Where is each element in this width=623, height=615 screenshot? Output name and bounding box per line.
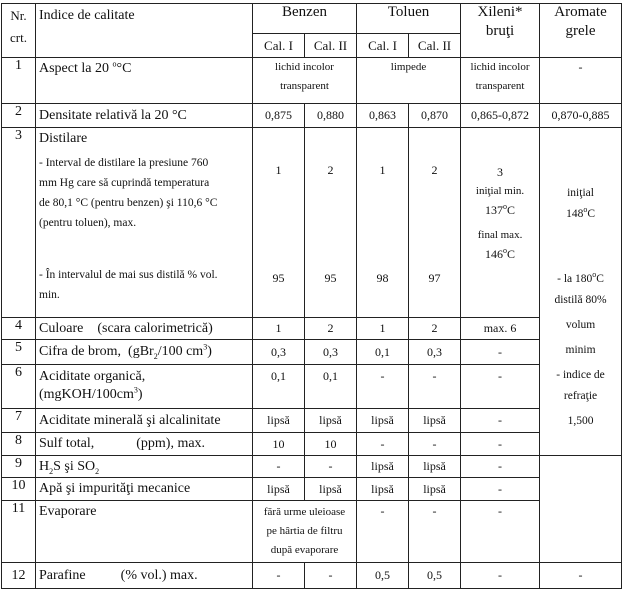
row-nr: 11	[2, 501, 36, 563]
row-label: Sulf total, (ppm), max.	[36, 433, 253, 456]
benzen-cal2-value: 2	[305, 318, 357, 340]
benzen-cal2-distil: 2 95	[305, 128, 357, 318]
toluen-cal2-value: -	[409, 433, 461, 456]
xileni-value: max. 6	[461, 318, 540, 340]
row-nr: 9	[2, 456, 36, 478]
toluen-cal2-value: 0,3	[409, 340, 461, 365]
toluen-cal2-value: lipsă	[409, 409, 461, 433]
row-label-distilare: Distilare - Interval de distilare la presiune 760 mm Hg care să cuprindă temperatura de 80,1 °C (pentru benzen) şi 110,6 °C (pentru toluen), max. - În intervalul de mai sus distilă % vol. min.	[36, 128, 253, 318]
table-row-2	[2, 104, 622, 128]
row-nr: 7	[2, 409, 36, 433]
toluen-cal2-value: 0,5	[409, 563, 461, 589]
quality-spec-table	[1, 3, 622, 589]
table-row-4	[2, 318, 622, 340]
toluen-cal2-value: -	[409, 365, 461, 409]
row-nr: 4	[2, 318, 36, 340]
row-nr: 6	[2, 365, 36, 409]
xileni-value: -	[461, 478, 540, 501]
row-label: Aciditate minerală şi alcalinitate	[36, 409, 253, 433]
benzen-cal1-value: 10	[253, 433, 305, 456]
benzen-cal2-value: 0,3	[305, 340, 357, 365]
benzen-cal1-value: lipsă	[253, 409, 305, 433]
aromate-aspect: -	[540, 58, 622, 104]
xileni-value: -	[461, 365, 540, 409]
toluen-cal1-value: lipsă	[357, 478, 409, 501]
benzen-aspect: lichid incolor transparent	[253, 58, 357, 104]
header-toluen: Toluen	[357, 4, 461, 34]
toluen-cal1-value: 0,1	[357, 340, 409, 365]
toluen-cal2-value: lipsă	[409, 478, 461, 501]
row-nr: 2	[2, 104, 36, 128]
toluen-cal2-value: 2	[409, 318, 461, 340]
benzen-cal2-value: lipsă	[305, 478, 357, 501]
benzen-cal2-value: -	[305, 563, 357, 589]
benzen-cal1-distil: 1 95	[253, 128, 305, 318]
table-row-8	[2, 433, 622, 456]
header-crt: crt.	[10, 30, 27, 45]
benzen-cal2-value: lipsă	[305, 409, 357, 433]
row-label: $H_2S$ şi $SO_2$	[36, 456, 253, 478]
row-label: Densitate relativă la 20 °C	[36, 104, 253, 128]
row-nr: 5	[2, 340, 36, 365]
header-toluen-cal1: Cal. I	[357, 34, 409, 58]
benzen-cal1-value: 1	[253, 318, 305, 340]
xileni-value: 0,865-0,872	[461, 104, 540, 128]
row-label: Aspect la 20 $^o$°C	[36, 58, 253, 104]
row-nr: 12	[2, 563, 36, 589]
benzen-cal2-value: 0,1	[305, 365, 357, 409]
distilare-interval-text: - Interval de distilare la presiune 760 mm Hg care să cuprindă temperatura de 80,1 °C (pentru benzen) şi 110,6 °C (pentru toluen), max.	[39, 157, 218, 229]
toluen-cal2-value: -	[409, 501, 461, 563]
distilare-percent-text: - În intervalul de mai sus distilă % vol. min.	[39, 269, 218, 301]
toluen-cal1-value: -	[357, 501, 409, 563]
header-nr-crt	[2, 4, 36, 58]
xileni-value: -	[461, 340, 540, 365]
xileni-value: -	[461, 433, 540, 456]
row-label: Cifra de brom, (gBr$_2$/100 $cm^3$)	[36, 340, 253, 365]
toluen-cal1-value: -	[357, 433, 409, 456]
table-row-11	[2, 501, 622, 563]
toluen-cal1-distil: 1 98	[357, 128, 409, 318]
toluen-cal2-value: 0,870	[409, 104, 461, 128]
toluen-cal1-value: lipsă	[357, 456, 409, 478]
xileni-value: -	[461, 409, 540, 433]
table-row-7	[2, 409, 622, 433]
xileni-value: -	[461, 456, 540, 478]
row-nr: 1	[2, 58, 36, 104]
xileni-value: -	[461, 563, 540, 589]
toluen-cal2-value: lipsă	[409, 456, 461, 478]
xileni-value: -	[461, 501, 540, 563]
toluen-cal2-distil: 2 97	[409, 128, 461, 318]
aromate-notes: iniţial 148$^o$C - la 180$^o$C distilă 80% volum minim - indice de refraţie 1,500	[540, 128, 622, 456]
benzen-cal1-value: 0,3	[253, 340, 305, 365]
table-row-5	[2, 340, 622, 365]
header-benzen-cal1: Cal. I	[253, 34, 305, 58]
header-benzen: Benzen	[253, 4, 357, 34]
row-label: Parafine (% vol.) max.	[36, 563, 253, 589]
toluen-cal1-value: lipsă	[357, 409, 409, 433]
table-row-6	[2, 365, 622, 409]
toluen-cal1-value: -	[357, 365, 409, 409]
benzen-cal1-value: -	[253, 563, 305, 589]
benzen-evaporare: fără urme uleioase pe hârtia de filtru după evaporare	[253, 501, 357, 563]
table-row-10	[2, 478, 622, 501]
header-indice: Indice de calitate	[36, 4, 253, 58]
header-nr: Nr.	[10, 8, 27, 23]
benzen-cal2-value: 0,880	[305, 104, 357, 128]
header-row	[2, 4, 622, 34]
toluen-cal1-value: 1	[357, 318, 409, 340]
header-aromate: Aromate grele	[540, 4, 622, 58]
row-label: Culoare (scara calorimetrică)	[36, 318, 253, 340]
row-label: Aciditate organică, $(mgKOH/100cm^3)$	[36, 365, 253, 409]
benzen-cal1-value: lipsă	[253, 478, 305, 501]
benzen-cal2-value: -	[305, 456, 357, 478]
header-xileni: Xileni* bruţi	[461, 4, 540, 58]
row-label: Evaporare	[36, 501, 253, 563]
row-nr: 10	[2, 478, 36, 501]
header-benzen-cal2: Cal. II	[305, 34, 357, 58]
benzen-cal1-value: -	[253, 456, 305, 478]
table-row-9	[2, 456, 622, 478]
xileni-aspect: lichid incolor transparent	[461, 58, 540, 104]
row-label: Apă şi impurităţi mecanice	[36, 478, 253, 501]
toluen-cal1-value: 0,5	[357, 563, 409, 589]
table-row-3	[2, 128, 622, 318]
row-nr: 8	[2, 433, 36, 456]
aromate-value: -	[540, 563, 622, 589]
table-row-12	[2, 563, 622, 589]
benzen-cal2-value: 10	[305, 433, 357, 456]
toluen-aspect: limpede	[357, 58, 461, 104]
table-row-1	[2, 58, 622, 104]
aromate-value: 0,870-0,885	[540, 104, 622, 128]
xileni-distil: 3 iniţial min. 137$^o$C final max. 146$^o$C	[461, 128, 540, 318]
benzen-cal1-value: 0,1	[253, 365, 305, 409]
header-toluen-cal2: Cal. II	[409, 34, 461, 58]
toluen-cal1-value: 0,863	[357, 104, 409, 128]
benzen-cal1-value: 0,875	[253, 104, 305, 128]
row-nr: 3	[2, 128, 36, 318]
